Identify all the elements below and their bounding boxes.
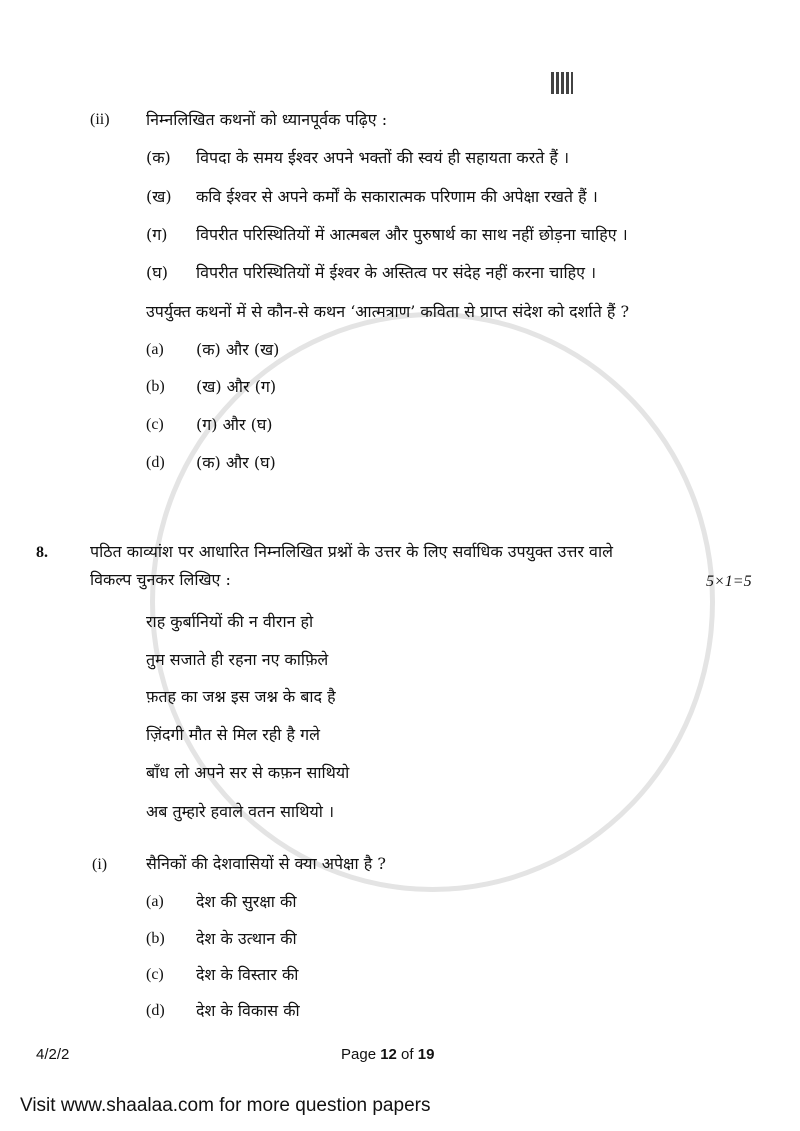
statement-label: (घ) (146, 263, 168, 282)
option-text: देश के विस्तार की (196, 965, 299, 984)
poem-line: फ़तह का जश्न इस जश्न के बाद है (146, 687, 336, 706)
question-prompt-cont: विकल्प चुनकर लिखिए : (90, 570, 231, 589)
statement-label: (क) (146, 148, 171, 167)
shaalaa-banner: Visit www.shaalaa.com for more question papers (20, 1095, 431, 1116)
statement-text: विपरीत परिस्थितियों में आत्मबल और पुरुषार्थ का साथ नहीं छोड़ना चाहिए । (196, 225, 628, 244)
qr-code-icon (551, 72, 573, 94)
subquestion-number: (i) (92, 856, 108, 873)
option-label: (a) (146, 341, 164, 358)
option-label: (d) (146, 454, 165, 471)
statement-text: विपरीत परिस्थितियों में ईश्वर के अस्तित्व पर संदेह नहीं करना चाहिए । (196, 263, 597, 282)
page-prefix: Page (341, 1046, 381, 1063)
option-text: देश के विकास की (196, 1001, 300, 1020)
option-label: (a) (146, 893, 164, 910)
statement-text: विपदा के समय ईश्वर अपने भक्तों की स्वयं ही सहायता करते हैं । (196, 148, 570, 167)
question-number: 8. (36, 544, 48, 561)
option-text: देश की सुरक्षा की (196, 892, 297, 911)
statement-label: (ग) (146, 225, 168, 244)
option-text: देश के उत्थान की (196, 929, 297, 948)
option-label: (c) (146, 966, 164, 983)
paper-code: 4/2/2 (36, 1046, 70, 1063)
statement-label: (ख) (146, 187, 172, 206)
option-label: (b) (146, 378, 165, 395)
page-number (341, 1045, 434, 1065)
poem-line: बाँध लो अपने सर से कफ़न साथियो (146, 763, 350, 782)
question-number: (ii) (90, 111, 110, 128)
question-prompt: पठित काव्यांश पर आधारित निम्नलिखित प्रश्नों के उत्तर के लिए सर्वाधिक उपयुक्त उत्तर वाले (90, 542, 613, 561)
option-text: (क) और (घ) (196, 453, 276, 472)
poem-line: राह कुर्बानियों की न वीरान हो (146, 612, 314, 631)
option-text: (ख) और (ग) (196, 377, 277, 396)
option-text: (ग) और (घ) (196, 415, 273, 434)
option-label: (b) (146, 930, 165, 947)
page-current: 12 (380, 1046, 397, 1063)
marks: 5×1=5 (706, 573, 752, 590)
option-label: (c) (146, 416, 164, 433)
page-of: of (396, 1046, 418, 1063)
subquestion-text: सैनिकों की देशवासियों से क्या अपेक्षा है ? (146, 854, 386, 873)
statement-text: कवि ईश्वर से अपने कर्मों के सकारात्मक परिणाम की अपेक्षा रखते हैं । (196, 187, 598, 206)
poem-line: अब तुम्हारे हवाले वतन साथियो । (146, 802, 335, 821)
poem-line: तुम सजाते ही रहना नए काफ़िले (146, 650, 329, 669)
question-text: उपर्युक्त कथनों में से कौन-से कथन ‘आत्मत्राण’ कविता से प्राप्त संदेश को दर्शाते हैं ? (146, 302, 630, 321)
option-label: (d) (146, 1002, 165, 1019)
page-total: 19 (417, 1046, 435, 1063)
poem-line: ज़िंदगी मौत से मिल रही है गले (146, 725, 320, 744)
question-prompt: निम्नलिखित कथनों को ध्यानपूर्वक पढ़िए : (146, 110, 388, 129)
option-text: (क) और (ख) (196, 340, 280, 359)
